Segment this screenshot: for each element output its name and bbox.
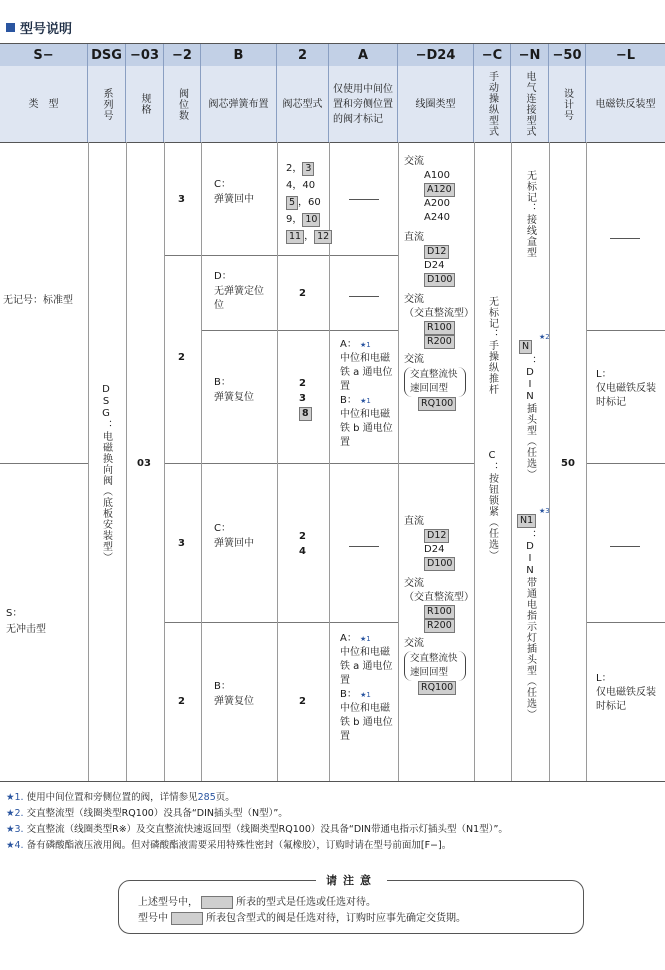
marking-ab-2: A： $^{★1}$ 中位和电磁铁 a 通电位置 B： $^{★1}$ 中位和电磁铁 b 通电位置 [340, 633, 393, 742]
electrical-n-desc: ：DIN插头型（任选） [524, 356, 536, 480]
hdr-label-size: 规格 [126, 66, 164, 142]
note-title: 请注意 [316, 872, 387, 888]
title-text: 型号说明 [20, 22, 73, 37]
positions-value: 2 [178, 696, 185, 707]
spool-list-3: 2 3 8 [299, 376, 312, 421]
hdr-label-type: 类 型 [0, 66, 88, 142]
hdr-code-design: −50 [549, 44, 586, 66]
type-s-code: S： [6, 608, 23, 619]
footnote-3: ★3. 交直整流（线圈类型R※）及交直整流快速返回型（线圈类型RQ100）没具备“DIN带通电指示灯插头型（N1型）”。 [6, 824, 508, 835]
spool-value: 2 [299, 696, 306, 707]
title-square-icon [6, 23, 15, 32]
reverse-l-2: L： 仅电磁铁反装时标记 [596, 673, 656, 712]
col-line [201, 142, 202, 781]
manual-none: 无标记：手操纵推杆 [486, 296, 498, 395]
type-standard: 无记号：标准型 [3, 295, 73, 306]
note-line-2: 型号中 所表包含型式的阀是任选对待，订购时应事先确定交货期。 [138, 913, 466, 924]
col-line [398, 142, 399, 781]
hdr-code-positions: −2 [164, 44, 201, 66]
hdr-label-manual: 手动操纵型式 [474, 66, 511, 142]
hdr-code-spool: 2 [277, 44, 329, 66]
hdr-code-type: S− [0, 44, 88, 66]
hdr-code-marking: A [329, 44, 398, 66]
design-number: 50 [561, 458, 575, 469]
hdr-label-spool: 阀芯型式 [277, 66, 329, 142]
divider-rev-1 [586, 330, 665, 331]
col-line [126, 142, 127, 781]
section-title [6, 18, 72, 37]
spring-d: D： 无弹簧定位 位 [214, 271, 264, 311]
hdr-label-spring: 阀芯弹簧布置 [201, 66, 277, 142]
positions-value: 2 [178, 352, 185, 363]
reverse-dash [610, 232, 640, 247]
electrical-n1-desc: ：DIN带通电指示灯插头型（任选） [524, 530, 536, 720]
coil-list-2: 直流 D12 D24 D100 交流 （交直整流型） R100 R200 交流 交直整流快速回回型 RQ100 [404, 516, 474, 693]
hdr-code-manual: −C [474, 44, 511, 66]
header-bottom-border [0, 142, 665, 143]
col-line [474, 142, 475, 781]
hdr-label-marking: 仅使用中间位置和旁侧位置的阀才标记 [329, 66, 398, 142]
electrical-n1: N1 ★3 [517, 514, 536, 529]
footnote-1: ★1. 使用中间位置和旁侧位置的阀，详情参见285页。 [6, 792, 235, 803]
hdr-code-reverse: −L [586, 44, 665, 66]
size-value: 03 [137, 458, 151, 469]
series-description: DSG：电磁换向阀（底板安装型） [100, 384, 112, 563]
divider-row1 [164, 255, 398, 256]
hdr-label-coil: 线圈类型 [398, 66, 474, 142]
grey-sample-icon [201, 896, 233, 909]
col-line [277, 142, 278, 781]
reverse-l-1: L： 仅电磁铁反装时标记 [596, 369, 656, 408]
marking-dash [349, 290, 379, 305]
positions-value: 3 [178, 194, 185, 205]
hdr-code-size: −03 [126, 44, 164, 66]
table-bottom-border [0, 781, 665, 782]
hdr-label-positions: 阀位数 [164, 66, 201, 142]
col-line [549, 142, 550, 781]
grey-sample-icon [171, 912, 203, 925]
coil-list-1: 交流 A100 A120 A200 A240 直流 D12 D24 D100 交流 （交直整流型） R100 R200 交流 交直整流快速回回型 RQ100 [404, 156, 474, 409]
hdr-code-electrical: −N [511, 44, 549, 66]
marking-dash [349, 540, 379, 555]
divider-rev-2 [586, 622, 665, 623]
divider-type [0, 463, 88, 464]
spring-b-1: B： 弹簧复位 [214, 377, 254, 403]
divider-mid-right [586, 463, 665, 464]
table-top-border [0, 43, 665, 44]
note-line-1: 上述型号中， 所表的型式是任选或任选对待。 [138, 897, 376, 908]
spool-list-1: 2， 3 4，40 5 ，60 9， 10 11 ， 12 [286, 160, 332, 245]
hdr-label-reverse: 电磁铁反装型 [586, 66, 665, 142]
hdr-code-series: DSG [88, 44, 126, 66]
col-line [88, 142, 89, 781]
hdr-label-electrical: 电气连接型式 [511, 66, 549, 142]
electrical-n: N ★2 [519, 340, 532, 355]
hdr-code-spring: B [201, 44, 277, 66]
spool-value: 2 [299, 288, 306, 299]
divider-row4 [164, 622, 398, 623]
electrical-none: 无标记：接线盒型 [524, 170, 536, 258]
positions-value: 3 [178, 538, 185, 549]
spring-c-2: C： 弹簧回中 [214, 523, 254, 549]
type-s-desc: 无冲击型 [6, 624, 46, 635]
hdr-code-coil: −D24 [398, 44, 474, 66]
divider-row2 [201, 330, 398, 331]
marking-dash [349, 193, 379, 208]
reverse-dash [610, 540, 640, 555]
manual-c: C：按钮锁紧（任选） [486, 450, 498, 561]
spring-c-1: C： 弹簧回中 [214, 179, 254, 205]
spool-list-4: 2 4 [299, 531, 306, 557]
col-line [586, 142, 587, 781]
footnote-2: ★2. 交直整流型（线圈类型RQ100）没具备“DIN插头型（N型）”。 [6, 808, 288, 819]
col-line [164, 142, 165, 781]
footnote-4: ★4. 备有磷酸酯液压液用阀。但对磷酸酯液需要采用特殊性密封（氟橡胶），订购时请在型号前面加[F−]。 [6, 840, 452, 851]
marking-ab-1: A： $^{★1}$ 中位和电磁铁 a 通电位置 B： $^{★1}$ 中位和电磁铁 b 通电位置 [340, 339, 393, 448]
hdr-label-design: 设计号 [549, 66, 586, 142]
spring-b-2: B： 弹簧复位 [214, 681, 254, 707]
hdr-label-series: 系列号 [88, 66, 126, 142]
col-line [511, 142, 512, 781]
divider-mid-left [164, 463, 474, 464]
